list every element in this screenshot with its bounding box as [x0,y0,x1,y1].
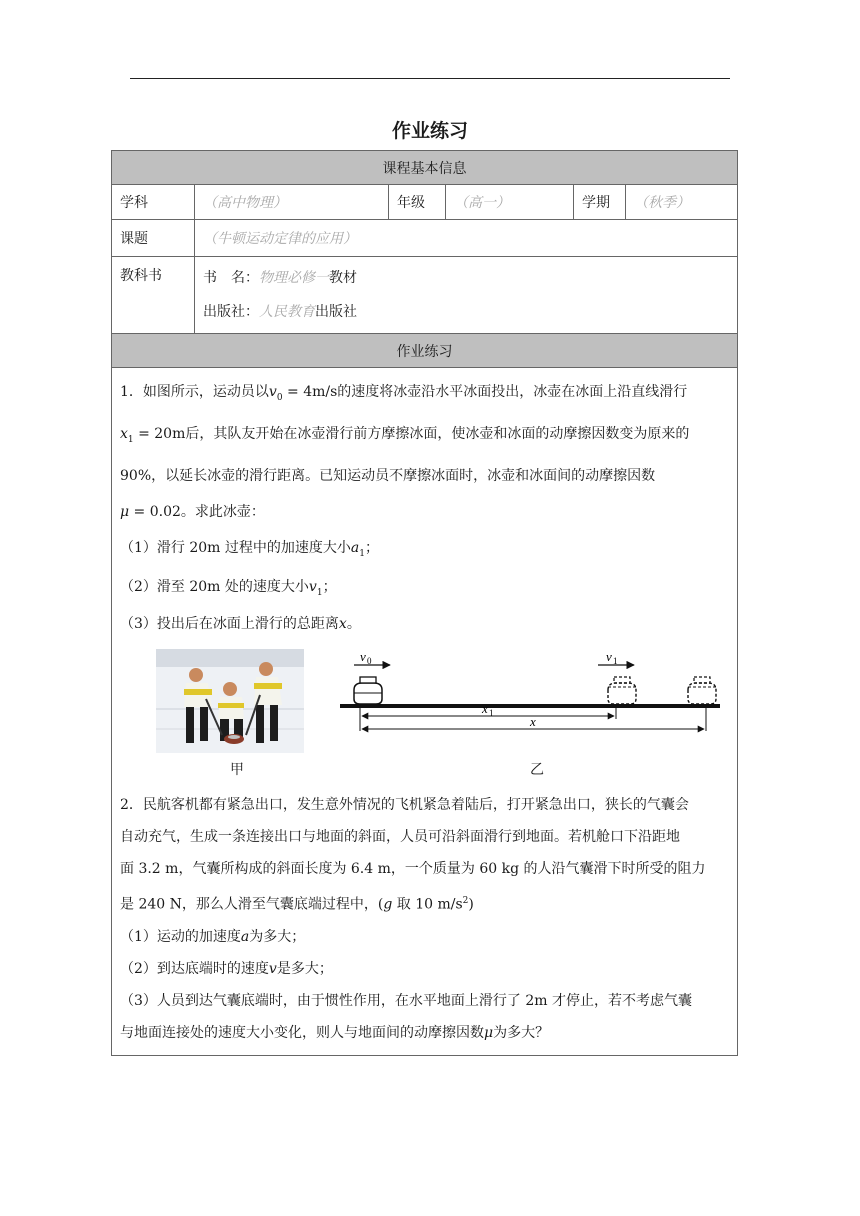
topic-value: （牛顿运动定律的应用） [195,220,738,257]
question-1: 1．如图所示，运动员以$v_0 = 4m/s$的速度将冰壶沿水平冰面投出，冰壶在冰面上沿直线滑行 $x_1 = 20m$后，其队友开始在冰壶滑行前方摩擦冰面，使冰壶和冰面的动摩擦因数变为原来的 90%，以延长冰壶的滑行距离。已知运动员不摩擦冰面时，冰壶和冰面间的动摩擦因数 μ = 0.02。求此冰壶： （1）滑行 20m 过程中的加速度大小$a_1$； （2）滑至 20m 处的速度大小$v_1$； （3）投出后在冰面上滑行的总距离x。 甲 v 0 v 1 x 1 x 乙 [120,374,729,789]
textbook-label: 教科书 [112,257,195,334]
subject-value: （高中物理） [195,185,389,220]
header-rule [130,78,730,79]
svg-text:x: x [530,714,536,730]
textbook-info [195,257,738,334]
term-label: 学期 [574,185,626,220]
q1-sub1: （1）滑行 20m 过程中的加速度大小$a_1$； [120,539,379,559]
q1-sub3: （3）投出后在冰面上滑行的总距离x。 [120,616,361,633]
svg-text:0: 0 [367,656,372,667]
exercise-content [112,368,738,1056]
course-table [111,150,738,1056]
q2-sub2: （2）到达底端时的速度v是多大； [120,960,333,977]
q2-sub1: （1）运动的加速度a为多大； [120,928,306,945]
svg-text:x: x [482,701,488,717]
q1-sub2: （2）滑至 20m 处的速度大小$v_1$； [120,579,337,599]
page-title: 作业练习 [391,120,468,142]
curling-photo [156,649,304,753]
book-name-line: 书 名：物理必修一教材 [203,270,357,286]
svg-text:v: v [606,649,612,665]
publisher-line: 出版社：人民教育出版社 [203,304,357,320]
question-2: 2．民航客机都有紧急出口，发生意外情况的飞机紧急着陆后，打开紧急出口，狭长的气囊会 自动充气，生成一条连接出口与地面的斜面，人员可沿斜面滑行到地面。若机舱口下沿距地 面 3.2 m，气囊所构成的斜面长度为 6.4 m，一个质量为 60 kg 的人沿气囊滑下时所受的阻力 是 240 N，那么人滑至气囊底端过程中，(g 取 10 $m/s^2$) （1）运动的加速度a为多大； （2）到达底端时的速度v是多大； （3）人员到达气囊底端时，由于惯性作用，在水平地面上滑行了 2m 才停止，若不考虑气囊 与地面连接处的速度大小变化，则人与地面间的动摩擦因数μ为多大？ [120,789,729,1049]
figure-right-caption: 乙 [530,762,544,779]
basic-info-header: 课程基本信息 [112,151,738,185]
grade-value: （高一） [446,185,574,220]
topic-label: 课题 [112,220,195,257]
svg-text:v: v [360,649,366,665]
svg-text:1: 1 [613,656,618,667]
curling-diagram [334,649,724,749]
exercise-header: 作业练习 [112,334,738,368]
subject-label: 学科 [112,185,195,220]
figure-row [120,639,729,789]
figure-left-caption: 甲 [230,762,244,779]
term-value: （秋季） [626,185,738,220]
q2-sub3: （3）人员到达气囊底端时，由于惯性作用，在水平地面上滑行了 2m 才停止，若不考虑气囊 [120,992,692,1009]
grade-label: 年级 [389,185,446,220]
svg-text:1: 1 [489,708,494,719]
